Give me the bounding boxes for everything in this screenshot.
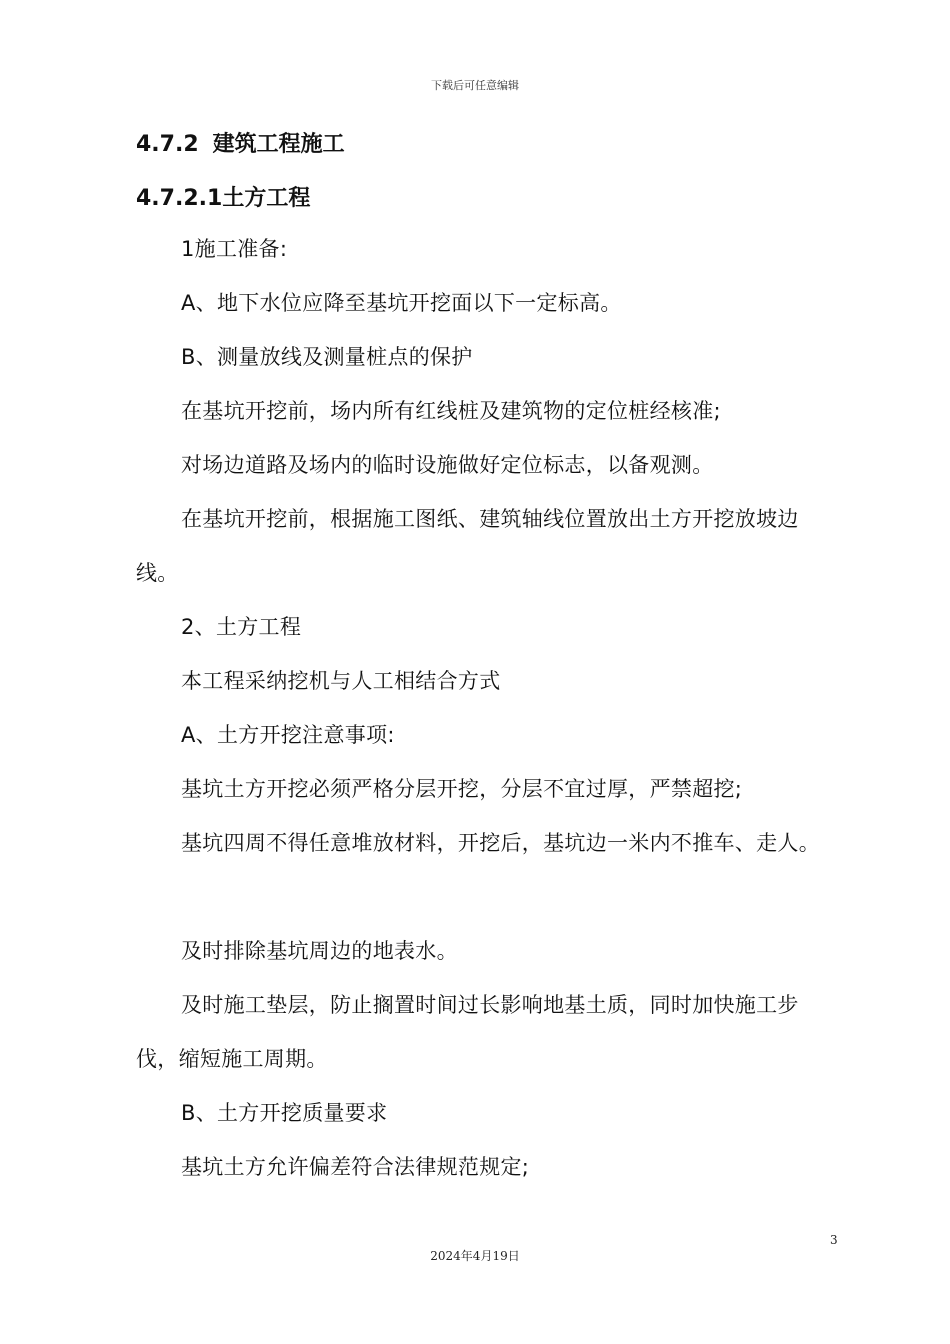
paragraph: 本工程采纳挖机与人工相结合方式: [181, 669, 501, 693]
page-footer-date: 2024年4月19日: [430, 1249, 520, 1263]
subsection-title: 土方工程: [222, 186, 311, 211]
paragraph: 在基坑开挖前，场内所有红线桩及建筑物的定位桩经核准;: [181, 399, 721, 423]
paragraph: B、土方开挖质量要求: [181, 1101, 388, 1125]
paragraph: A、地下水位应降至基坑开挖面以下一定标高。: [181, 291, 622, 315]
paragraph: A、土方开挖注意事项:: [181, 723, 395, 747]
paragraph: 及时施工垫层，防止搁置时间过长影响地基土质，同时加快施工步伐，缩短施工周期。: [136, 993, 799, 1071]
section-number: 4.7.2: [136, 132, 199, 157]
paragraph: 基坑土方允许偏差符合法律规范规定;: [181, 1155, 530, 1179]
page-header: 下载后可任意编辑: [431, 79, 519, 92]
section-title: 建筑工程施工: [212, 132, 345, 157]
paragraph: 对场边道路及场内的临时设施做好定位标志，以备观测。: [181, 453, 714, 477]
paragraph: 在基坑开挖前，根据施工图纸、建筑轴线位置放出土方开挖放坡边线。: [136, 507, 799, 585]
page-number: 3: [830, 1233, 838, 1247]
paragraph: 基坑土方开挖必须严格分层开挖，分层不宜过厚，严禁超挖;: [181, 777, 743, 801]
paragraph: B、测量放线及测量桩点的保护: [181, 345, 473, 369]
paragraph: 及时排除基坑周边的地表水。: [181, 939, 458, 963]
subsection-number: 4.7.2.1: [136, 186, 223, 211]
subsection-heading: [136, 181, 310, 212]
section-heading: [136, 127, 345, 158]
paragraph: 1施工准备:: [181, 237, 288, 261]
paragraph: 基坑四周不得任意堆放材料，开挖后，基坑边一米内不推车、走人。: [181, 831, 820, 855]
paragraph: 2、土方工程: [181, 615, 302, 639]
